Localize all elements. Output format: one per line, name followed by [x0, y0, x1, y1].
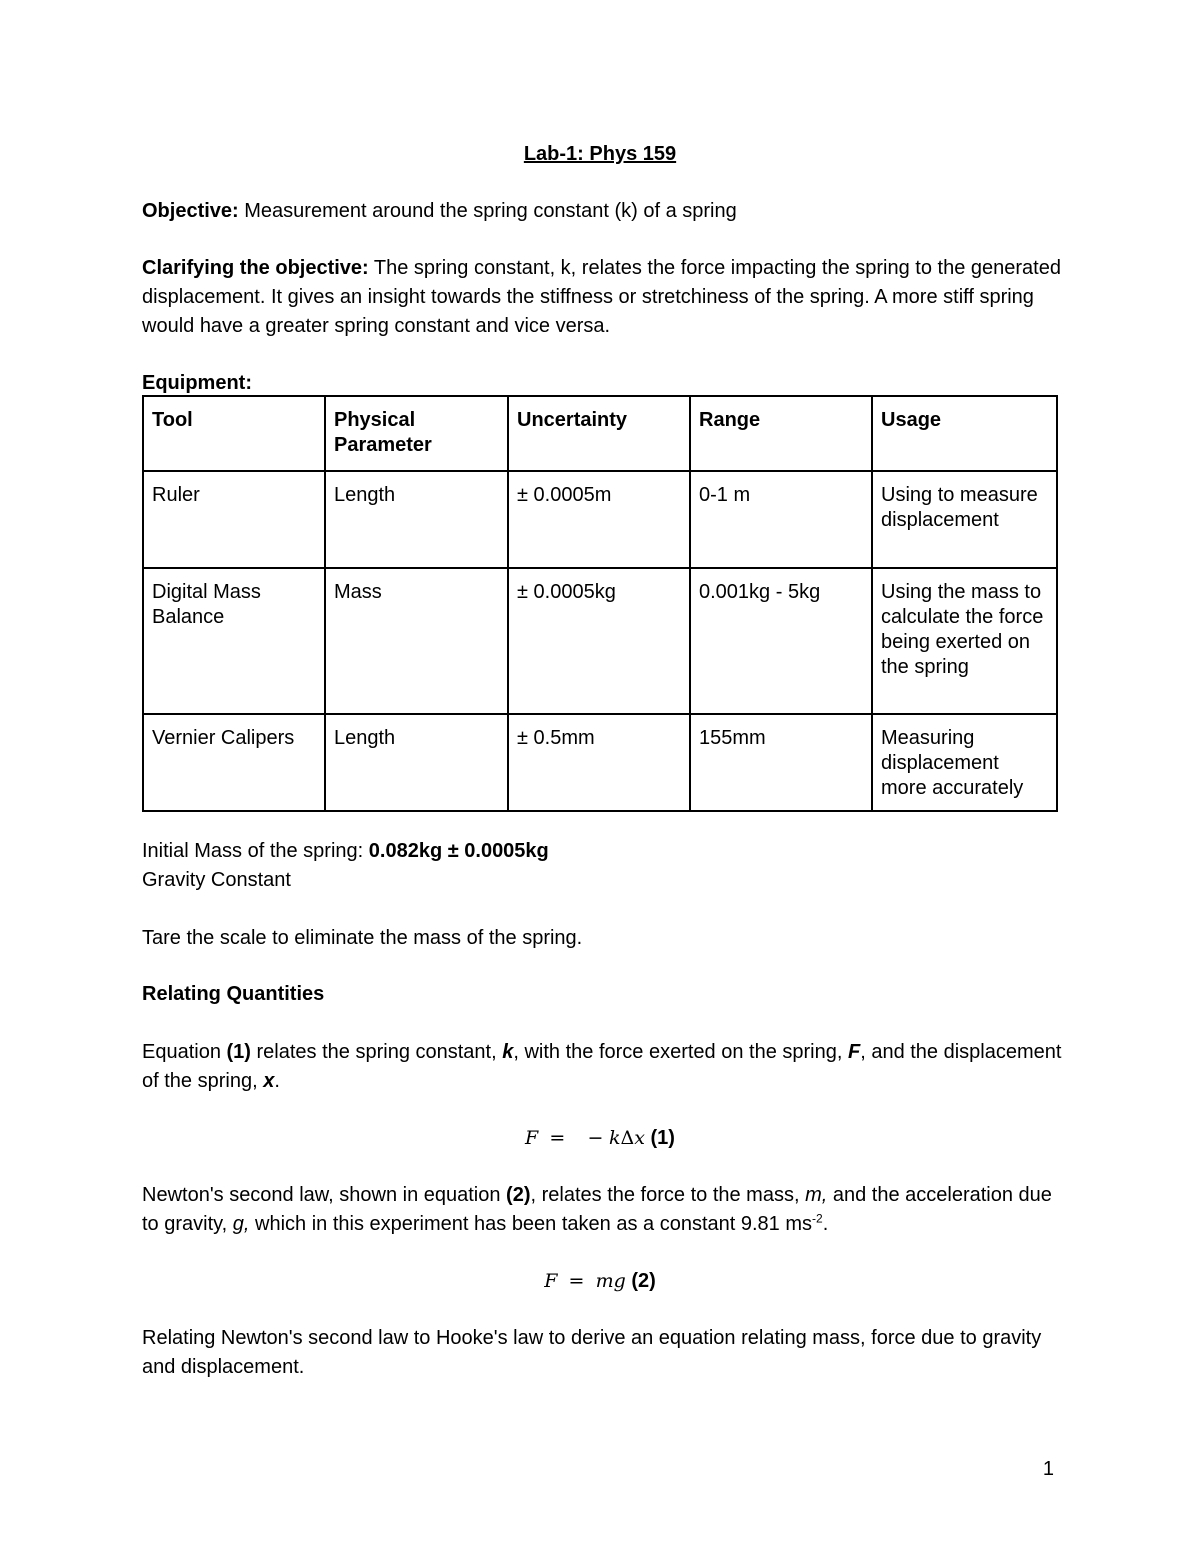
table-cell-parameter: Length: [325, 471, 508, 568]
clarifying-paragraph: [142, 254, 1062, 341]
table-row: [143, 471, 1057, 568]
gravity-constant-line: Gravity Constant: [142, 869, 291, 891]
text-run: and the acceleration due to gravity,: [142, 1184, 1052, 1235]
table-cell-uncertainty: ± 0.0005kg: [508, 568, 690, 714]
relating-quantities-heading: Relating Quantities: [142, 983, 325, 1005]
equipment-heading: Equipment:: [142, 372, 252, 394]
table-cell-uncertainty: ± 0.0005m: [508, 471, 690, 568]
variable-k: k: [502, 1041, 514, 1063]
eq-operator: =: [568, 1270, 585, 1292]
text-run: , relates the force to the mass,: [530, 1184, 806, 1206]
objective-label: Objective:: [142, 200, 239, 222]
column-header-physical-parameter: Physical Parameter: [325, 396, 508, 471]
table-cell-uncertainty: ± 0.5mm: [508, 714, 690, 811]
table-row: [143, 568, 1057, 714]
variable-f: F: [847, 1041, 861, 1063]
table-header-row: [143, 396, 1057, 471]
text-run: .: [822, 1213, 829, 1235]
eq-operator: −: [587, 1127, 604, 1149]
equation-ref: (2): [506, 1184, 531, 1206]
eq-variable: mg: [595, 1270, 626, 1292]
closing-paragraph: Relating Newton's second law to Hooke's law to derive an equation relating mass, force due to gravity and displacement.: [142, 1327, 1042, 1378]
eq-variable: x: [634, 1127, 645, 1149]
variable-m: m,: [805, 1184, 828, 1206]
text-run: .: [274, 1070, 280, 1092]
equipment-table: [142, 395, 1058, 812]
table-cell-range: 0.001kg - 5kg: [690, 568, 872, 714]
table-cell-range: 155mm: [690, 714, 872, 811]
table-row: [143, 714, 1057, 811]
equation-1-intro: [142, 1038, 1062, 1096]
equation-label: (1): [650, 1127, 675, 1149]
variable-x: x: [263, 1070, 275, 1092]
eq-operator: Δ: [620, 1127, 635, 1149]
initial-mass-line: [142, 837, 1062, 866]
equation-2: [0, 1267, 1200, 1296]
initial-mass-value: 0.082kg ± 0.0005kg: [368, 840, 549, 862]
clarifying-label: Clarifying the objective:: [142, 257, 369, 279]
clarifying-text: The spring constant, k, relates the force impacting the spring to the generated displacement. It gives an insight towards the stiffness or stretchiness of the spring. A more stiff spring would have a greater spring constant and vice versa.: [142, 257, 1061, 337]
table-cell-range: 0-1 m: [690, 471, 872, 568]
table-cell-tool: Digital Mass Balance: [143, 568, 325, 714]
column-header-usage: Usage: [872, 396, 1057, 471]
column-header-uncertainty: Uncertainty: [508, 396, 690, 471]
eq-operator: =: [549, 1127, 566, 1149]
eq-variable: k: [608, 1127, 621, 1149]
text-run: , with the force exerted on the spring,: [513, 1041, 848, 1063]
table-cell-parameter: Length: [325, 714, 508, 811]
page-number: 1: [1042, 1458, 1054, 1480]
text-run: Equation: [142, 1041, 227, 1063]
table-cell-parameter: Mass: [325, 568, 508, 714]
page-title: Lab-1: Phys 159: [523, 143, 677, 165]
table-cell-usage: Using the mass to calculate the force being exerted on the spring: [872, 568, 1057, 714]
text-run: Newton's second law, shown in equation: [142, 1184, 507, 1206]
variable-g: g,: [232, 1213, 250, 1235]
text-run: which in this experiment has been taken as a constant 9.81 ms: [249, 1213, 813, 1235]
equation-ref: (1): [226, 1041, 251, 1063]
table-cell-usage: Measuring displacement more accurately: [872, 714, 1057, 811]
equation-label: (2): [631, 1270, 656, 1292]
superscript: -2: [812, 1211, 823, 1226]
equation-1: [0, 1124, 1200, 1153]
text-run: , and the displacement of the spring,: [142, 1041, 1062, 1092]
table-cell-tool: Ruler: [143, 471, 325, 568]
text-run: relates the spring constant,: [250, 1041, 503, 1063]
eq-variable: F: [544, 1270, 558, 1292]
table-cell-tool: Vernier Calipers: [143, 714, 325, 811]
tare-note: Tare the scale to eliminate the mass of the spring.: [142, 927, 583, 949]
table-cell-usage: Using to measure displacement: [872, 471, 1057, 568]
column-header-tool: Tool: [143, 396, 325, 471]
initial-mass-label: Initial Mass of the spring:: [142, 840, 369, 862]
objective-text: Measurement around the spring constant (k) of a spring: [238, 200, 737, 222]
eq-variable: F: [525, 1127, 539, 1149]
equation-2-intro: [142, 1181, 1062, 1239]
column-header-range: Range: [690, 396, 872, 471]
objective-paragraph: [142, 197, 1062, 226]
